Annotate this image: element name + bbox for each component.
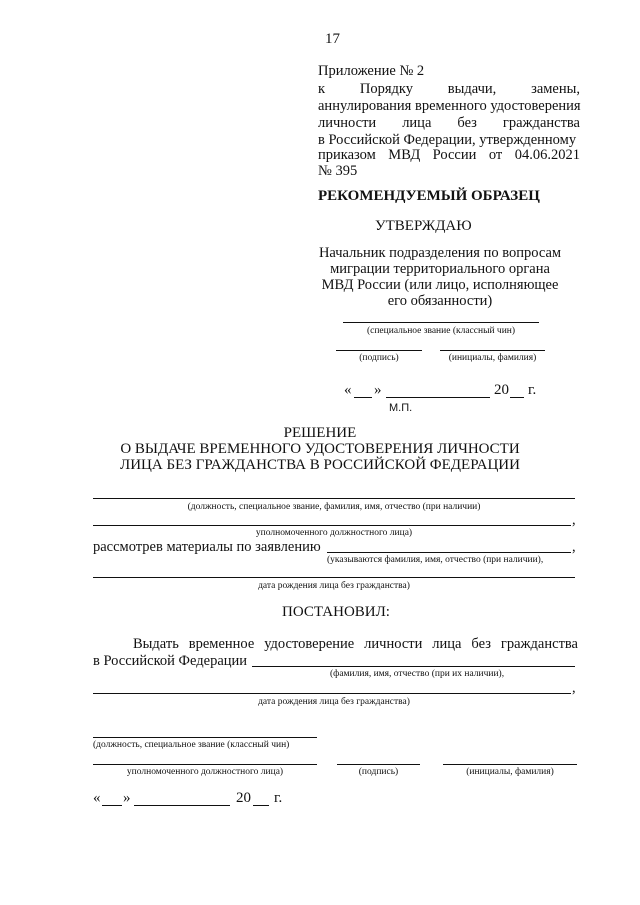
approve-signature-line[interactable] (336, 350, 422, 351)
approve-year-line[interactable] (510, 397, 524, 398)
issue-line-1: Выдать временное удостоверение личности лица без гражданства (133, 636, 578, 652)
annex-line-3: личности лица без гражданства (318, 115, 580, 131)
holder-fio-caption: (фамилия, имя, отчество (при их наличии), (330, 669, 505, 679)
footer-signature-line[interactable] (337, 764, 420, 765)
holder-birth-comma: , (572, 680, 576, 696)
applicant-fio-comma: , (572, 539, 576, 555)
approve-signature-caption: (подпись) (359, 353, 399, 363)
rank-caption: (специальное звание (классный чин) (366, 326, 516, 336)
issue-line-2: в Российской Федерации (93, 653, 248, 669)
applicant-fio-caption: (указываются фамилия, имя, отчество (при наличии), (327, 555, 544, 565)
official-position-caption: (должность, специальное звание, фамилия, имя, отчество (при наличии) (187, 502, 481, 512)
applicant-fio-line[interactable] (327, 552, 571, 553)
approve-month-line[interactable] (386, 397, 490, 398)
approve-line-3: МВД России (или лицо, исполняющее (321, 277, 559, 293)
approve-title: УТВЕРЖДАЮ (375, 218, 472, 234)
annex-line-2: аннулирования временного удостоверения (318, 98, 581, 114)
approve-line-4: его обязанности) (387, 293, 493, 309)
footer-year-suffix: г. (274, 790, 283, 806)
footer-initials-caption: (инициалы, фамилия) (466, 767, 554, 777)
official-caption: уполномоченного должностного лица) (255, 528, 413, 538)
applicant-birth-line[interactable] (93, 577, 575, 578)
sample-label: РЕКОМЕНДУЕМЫЙ ОБРАЗЕЦ (318, 188, 540, 204)
rank-line[interactable] (343, 322, 539, 323)
decision-subtitle-1: О ВЫДАЧЕ ВРЕМЕННОГО УДОСТОВЕРЕНИЯ ЛИЧНОСТИ (120, 441, 520, 457)
official-name-comma: , (572, 512, 576, 528)
applicant-birth-caption: дата рождения лица без гражданства) (258, 581, 410, 591)
approve-line-1: Начальник подразделения по вопросам (318, 245, 562, 261)
annex-line-1: к Порядку выдачи, замены, (318, 81, 580, 97)
annex-line-4: в Российской Федерации, утвержденному (318, 132, 577, 148)
footer-position-caption: (должность, специальное звание (классный чин) (93, 740, 290, 750)
footer-day-line[interactable] (102, 805, 122, 806)
footer-initials-line[interactable] (443, 764, 577, 765)
resolved-title: ПОСТАНОВИЛ: (282, 604, 390, 620)
decision-subtitle-2: ЛИЦА БЕЗ ГРАЖДАНСТВА В РОССИЙСКОЙ ФЕДЕРАЦИИ (120, 457, 520, 473)
holder-fio-line[interactable] (252, 666, 575, 667)
footer-position-line[interactable] (93, 737, 317, 738)
approve-day-line[interactable] (354, 397, 372, 398)
approve-year-suffix: г. (528, 382, 537, 398)
approve-initials-line[interactable] (440, 350, 545, 351)
annex-title: Приложение № 2 (318, 63, 425, 79)
considered-text: рассмотрев материалы по заявлению (93, 539, 321, 555)
holder-birth-caption: дата рождения лица без гражданства) (258, 697, 410, 707)
footer-month-line[interactable] (134, 805, 230, 806)
official-position-line[interactable] (93, 498, 575, 499)
footer-date-open: « (93, 790, 101, 806)
approve-date-open: « (344, 382, 352, 398)
annex-line-6: № 395 (318, 163, 358, 179)
decision-title: РЕШЕНИЕ (283, 425, 357, 441)
approve-line-2: миграции территориального органа (330, 261, 550, 277)
page-number: 17 (325, 31, 340, 47)
footer-signature-caption: (подпись) (358, 767, 399, 777)
stamp-label: М.П. (389, 402, 413, 414)
approve-year-prefix: 20 (494, 382, 509, 398)
footer-date-close: » (123, 790, 131, 806)
footer-year-prefix: 20 (236, 790, 251, 806)
holder-birth-line[interactable] (93, 693, 571, 694)
footer-year-line[interactable] (253, 805, 269, 806)
footer-official-line[interactable] (93, 764, 317, 765)
annex-line-5: приказом МВД России от 04.06.2021 (318, 147, 580, 163)
footer-official-caption: уполномоченного должностного лица) (126, 767, 284, 777)
approve-initials-caption: (инициалы, фамилия) (448, 353, 537, 363)
approve-date-close: » (374, 382, 382, 398)
official-name-line[interactable] (93, 525, 571, 526)
